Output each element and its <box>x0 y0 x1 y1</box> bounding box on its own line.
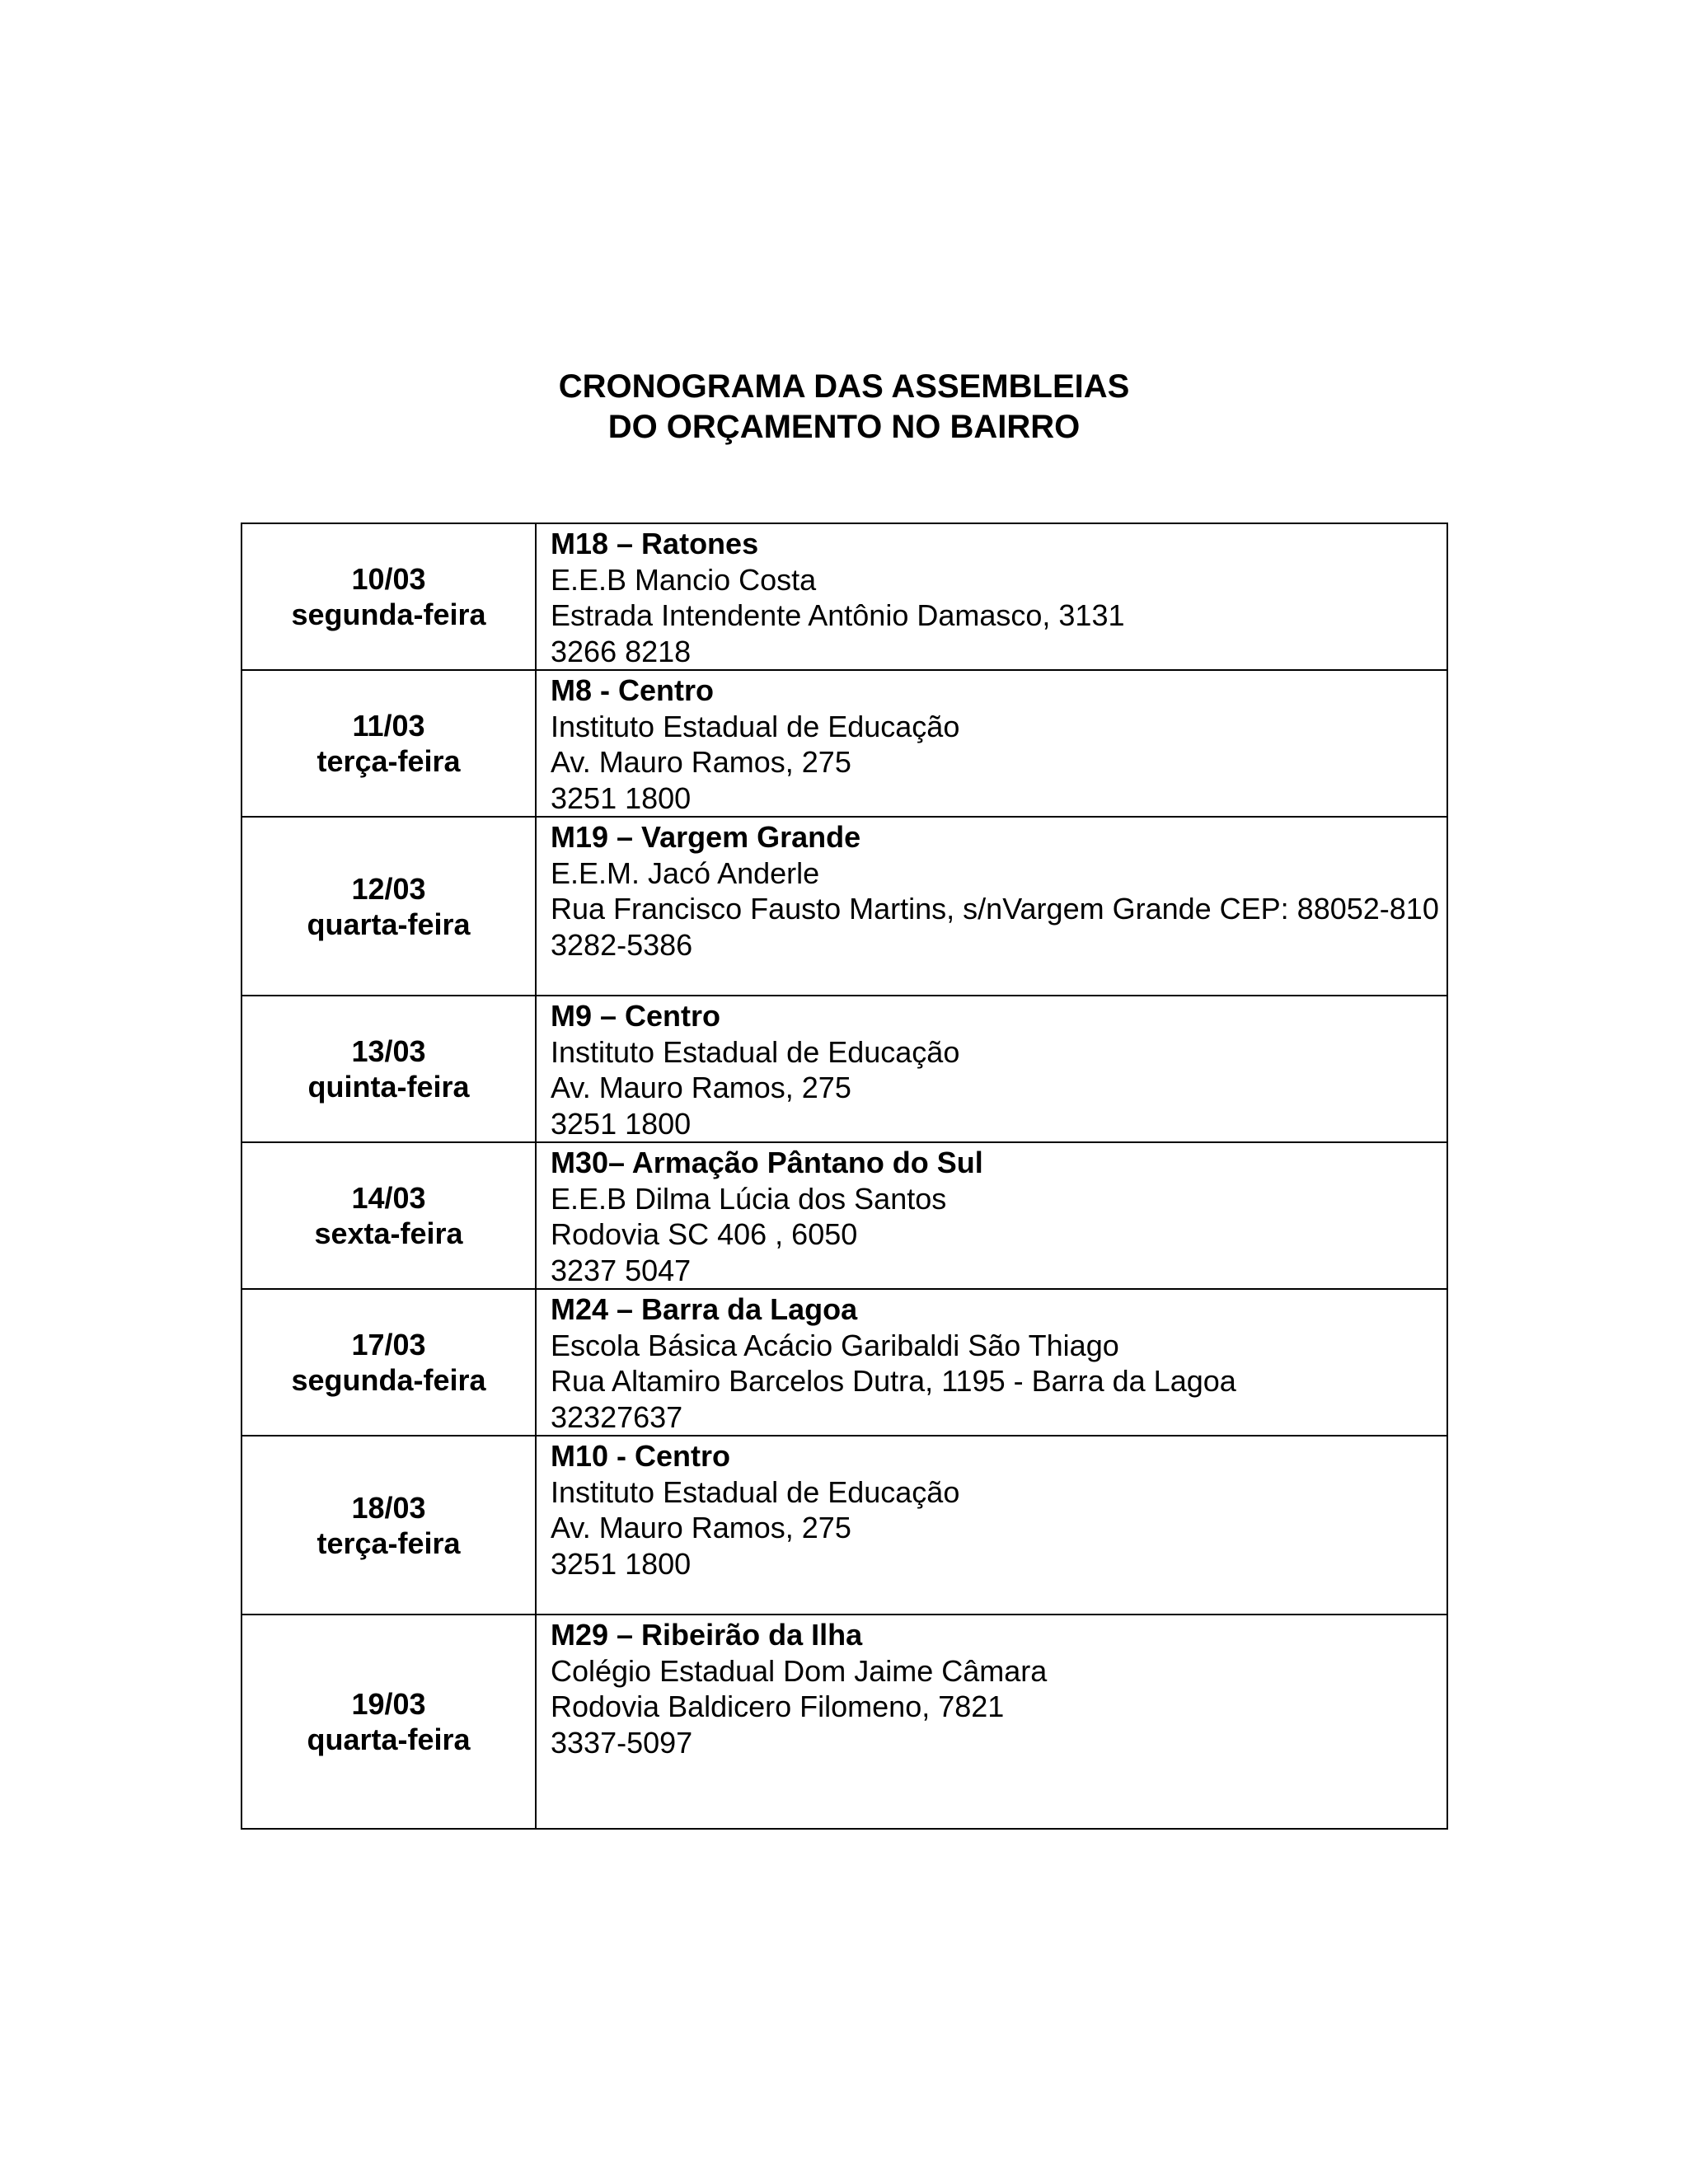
weekday: quinta-feira <box>307 1070 470 1104</box>
venue-institution: E.E.B Mancio Costa <box>551 562 817 597</box>
weekday: quarta-feira <box>307 1722 471 1756</box>
venue-code: M19 – Vargem Grande <box>551 820 861 854</box>
date-cell <box>241 1142 536 1289</box>
table-row <box>241 670 1447 817</box>
venue-phone: 3251 1800 <box>551 1546 692 1581</box>
weekday: sexta-feira <box>314 1216 463 1250</box>
table-row <box>241 523 1447 670</box>
date-cell <box>241 1615 536 1829</box>
date: 19/03 <box>351 1687 426 1721</box>
venue-code: M29 – Ribeirão da Ilha <box>551 1618 863 1652</box>
venue-phone: 3251 1800 <box>551 780 692 815</box>
date: 13/03 <box>351 1034 426 1068</box>
schedule-table <box>241 523 1448 1830</box>
venue-cell <box>536 523 1447 670</box>
venue-code: M18 – Ratones <box>551 527 759 560</box>
venue-cell <box>536 1289 1447 1436</box>
table-row <box>241 1436 1447 1615</box>
venue-cell <box>536 1436 1447 1615</box>
title-line-1: CRONOGRAMA DAS ASSEMBLEIAS <box>558 368 1130 405</box>
venue-phone: 32327637 <box>551 1399 683 1434</box>
venue-cell <box>536 1142 1447 1289</box>
venue-institution: Escola Básica Acácio Garibaldi São Thiago <box>551 1328 1119 1362</box>
venue-code: M8 - Centro <box>551 673 714 707</box>
venue-phone: 3237 5047 <box>551 1253 692 1287</box>
venue-code: M10 - Centro <box>551 1439 731 1473</box>
venue-address: Rua Francisco Fausto Martins, s/nVargem Grande CEP: 88052-810 <box>551 892 1439 926</box>
venue-address: Rodovia Baldicero Filomeno, 7821 <box>551 1690 1005 1723</box>
venue-institution: Colégio Estadual Dom Jaime Câmara <box>551 1653 1048 1688</box>
date: 11/03 <box>352 709 425 743</box>
date: 18/03 <box>351 1490 426 1525</box>
venue-code: M30– Armação Pântano do Sul <box>551 1146 983 1179</box>
venue-address: Estrada Intendente Antônio Damasco, 3131 <box>551 598 1125 632</box>
date-cell <box>241 996 536 1142</box>
venue-address: Rodovia SC 406 , 6050 <box>551 1217 858 1251</box>
venue-cell <box>536 670 1447 817</box>
weekday: segunda-feira <box>291 598 486 631</box>
venue-cell <box>536 1615 1447 1829</box>
venue-phone: 3337-5097 <box>551 1725 693 1760</box>
weekday: segunda-feira <box>291 1363 486 1397</box>
date-cell <box>241 1436 536 1615</box>
date-cell <box>241 817 536 996</box>
venue-address: Rua Altamiro Barcelos Dutra, 1195 - Barra da Lagoa <box>551 1364 1236 1398</box>
venue-institution: E.E.M. Jacó Anderle <box>551 855 820 890</box>
date: 12/03 <box>351 871 426 906</box>
table-row <box>241 817 1447 996</box>
weekday: terça-feira <box>316 1526 461 1560</box>
title-line-2: DO ORÇAMENTO NO BAIRRO <box>607 409 1081 445</box>
date-cell <box>241 523 536 670</box>
date: 14/03 <box>351 1181 426 1215</box>
table-row <box>241 1615 1447 1829</box>
venue-code: M24 – Barra da Lagoa <box>551 1292 858 1326</box>
weekday: quarta-feira <box>307 907 471 941</box>
venue-institution: Instituto Estadual de Educação <box>551 709 960 743</box>
venue-phone: 3266 8218 <box>551 634 692 668</box>
venue-address: Av. Mauro Ramos, 275 <box>551 1511 851 1544</box>
venue-phone: 3251 1800 <box>551 1106 692 1141</box>
venue-phone: 3282-5386 <box>551 927 693 962</box>
date: 17/03 <box>351 1328 426 1361</box>
table-row <box>241 1289 1447 1436</box>
venue-cell <box>536 996 1447 1142</box>
venue-cell <box>536 817 1447 996</box>
venue-address: Av. Mauro Ramos, 275 <box>551 745 851 779</box>
document-title <box>0 367 1688 448</box>
venue-institution: E.E.B Dilma Lúcia dos Santos <box>551 1181 947 1216</box>
venue-address: Av. Mauro Ramos, 275 <box>551 1071 851 1104</box>
date-cell <box>241 1289 536 1436</box>
weekday: terça-feira <box>316 744 461 778</box>
venue-institution: Instituto Estadual de Educação <box>551 1474 960 1509</box>
venue-code: M9 – Centro <box>551 999 721 1033</box>
table-row <box>241 1142 1447 1289</box>
date: 10/03 <box>351 562 426 596</box>
table-row <box>241 996 1447 1142</box>
venue-institution: Instituto Estadual de Educação <box>551 1034 960 1069</box>
date-cell <box>241 670 536 817</box>
